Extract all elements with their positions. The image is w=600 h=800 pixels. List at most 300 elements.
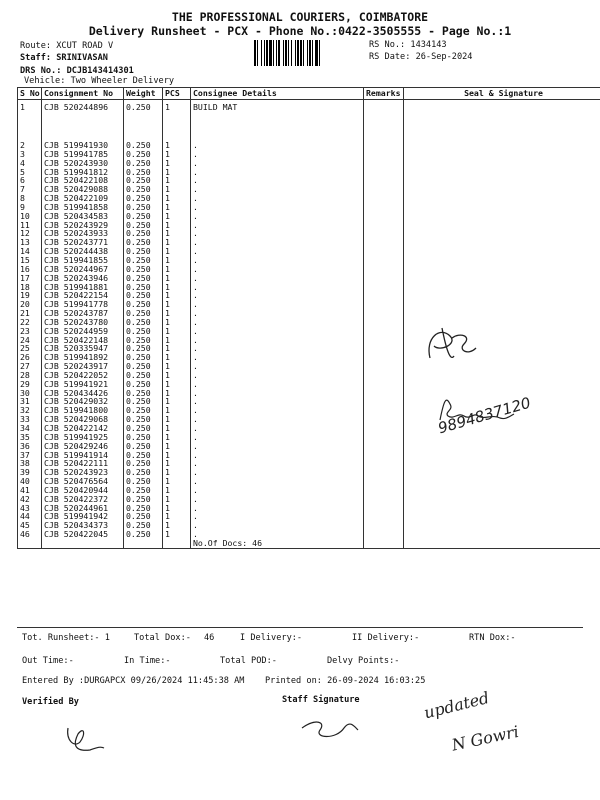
cell-pcs: 1 — [163, 477, 191, 486]
cell-consignment-no: CJB 520244959 — [42, 327, 124, 336]
cell-sno: 37 — [18, 451, 42, 460]
empty-cell — [124, 539, 163, 548]
cell-seal-signature — [404, 380, 600, 389]
cell-consignee-details: . — [191, 380, 364, 389]
col-remarks: Remarks — [364, 88, 404, 100]
cell-seal-signature — [404, 256, 600, 265]
table-row — [18, 442, 600, 451]
cell-consignment-no: CJB 519941914 — [42, 451, 124, 460]
cell-consignee-details: . — [191, 459, 364, 468]
cell-pcs: 1 — [163, 521, 191, 530]
table-row — [18, 344, 600, 353]
cell-pcs: 1 — [163, 185, 191, 194]
table-row — [18, 318, 600, 327]
cell-seal-signature — [404, 486, 600, 495]
cell-weight: 0.250 — [124, 521, 163, 530]
cell-consignee-details: . — [191, 389, 364, 398]
cell-pcs: 1 — [163, 504, 191, 513]
cell-sno: 3 — [18, 150, 42, 159]
cell-seal-signature — [404, 229, 600, 238]
cell-weight: 0.250 — [124, 221, 163, 230]
cell-remarks — [364, 318, 404, 327]
cell-pcs: 1 — [163, 221, 191, 230]
cell-consignee-details: . — [191, 451, 364, 460]
cell-sno: 45 — [18, 521, 42, 530]
cell-remarks — [364, 176, 404, 185]
cell-seal-signature — [404, 221, 600, 230]
cell-sno: 12 — [18, 229, 42, 238]
table-row — [18, 203, 600, 212]
cell-pcs: 1 — [163, 238, 191, 247]
cell-consignment-no: CJB 519941881 — [42, 283, 124, 292]
cell-pcs: 1 — [163, 318, 191, 327]
cell-sno: 4 — [18, 159, 42, 168]
table-row — [18, 185, 600, 194]
table-row — [18, 380, 600, 389]
cell-remarks — [364, 159, 404, 168]
runsheet-title: Delivery Runsheet - PCX - Phone No.:0422-3505555 - Page No.:1 — [88, 24, 512, 38]
table-row — [18, 451, 600, 460]
cell-remarks — [364, 424, 404, 433]
cell-remarks — [364, 495, 404, 504]
cell-consignee-details: . — [191, 309, 364, 318]
cell-pcs: 1 — [163, 265, 191, 274]
cell-seal-signature — [404, 477, 600, 486]
cell-remarks — [364, 212, 404, 221]
cell-remarks — [364, 185, 404, 194]
staff-signature-mark — [296, 708, 366, 748]
cell-pcs: 1 — [163, 451, 191, 460]
table-row — [18, 504, 600, 513]
table-row — [18, 159, 600, 168]
cell-consignee-details: . — [191, 504, 364, 513]
cell-pcs: 1 — [163, 512, 191, 521]
cell-seal-signature — [404, 283, 600, 292]
cell-consignee-details: . — [191, 477, 364, 486]
out-time: Out Time:- — [22, 656, 74, 666]
cell-weight: 0.250 — [124, 327, 163, 336]
cell-sno: 23 — [18, 327, 42, 336]
cell-consignee-details: . — [191, 495, 364, 504]
cell-consignee-details: . — [191, 512, 364, 521]
cell-weight: 0.250 — [124, 194, 163, 203]
cell-remarks — [364, 415, 404, 424]
table-row — [18, 486, 600, 495]
cell-consignment-no: CJB 520244967 — [42, 265, 124, 274]
cell-consignment-no: CJB 519941892 — [42, 353, 124, 362]
cell-weight: 0.250 — [124, 433, 163, 442]
cell-weight: 0.250 — [124, 486, 163, 495]
cell-remarks — [364, 256, 404, 265]
cell-pcs: 1 — [163, 433, 191, 442]
table-row — [18, 433, 600, 442]
cell-sno: 9 — [18, 203, 42, 212]
cell-consignee-details: . — [191, 247, 364, 256]
cell-consignee-details: . — [191, 371, 364, 380]
cell-consignment-no: CJB 519941812 — [42, 168, 124, 177]
cell-consignment-no: CJB 519941800 — [42, 406, 124, 415]
cell-consignee-details: . — [191, 159, 364, 168]
cell-consignee-details: . — [191, 344, 364, 353]
cell-pcs: 1 — [163, 309, 191, 318]
cell-remarks — [364, 283, 404, 292]
table-row — [18, 274, 600, 283]
cell-weight: 0.250 — [124, 185, 163, 194]
cell-consignment-no: CJB 520243929 — [42, 221, 124, 230]
cell-sno: 35 — [18, 433, 42, 442]
cell-seal-signature — [404, 521, 600, 530]
cell-consignee-details: . — [191, 194, 364, 203]
cell-sno: 43 — [18, 504, 42, 513]
cell-remarks — [364, 406, 404, 415]
cell-remarks — [364, 433, 404, 442]
cell-sno: 46 — [18, 530, 42, 539]
cell-sno: 26 — [18, 353, 42, 362]
cell-weight: 0.250 — [124, 442, 163, 451]
cell-sno: 19 — [18, 291, 42, 300]
cell-weight: 0.250 — [124, 247, 163, 256]
cell-pcs: 1 — [163, 256, 191, 265]
cell-consignment-no: CJB 520243780 — [42, 318, 124, 327]
table-row — [18, 327, 600, 336]
col-weight: Weight — [124, 88, 163, 100]
col-consignment-no: Consignment No — [42, 88, 124, 100]
table-row — [18, 362, 600, 371]
cell-consignment-no: CJB 519941778 — [42, 300, 124, 309]
cell-pcs: 1 — [163, 229, 191, 238]
cell-consignee-details: . — [191, 300, 364, 309]
table-row — [18, 530, 600, 539]
cell-consignment-no: CJB 520476564 — [42, 477, 124, 486]
cell-weight: 0.250 — [124, 229, 163, 238]
verified-by: Verified By — [22, 697, 79, 707]
cell-pcs: 1 — [163, 336, 191, 345]
cell-consignment-no: CJB 520243930 — [42, 159, 124, 168]
table-row — [18, 168, 600, 177]
cell-remarks — [364, 521, 404, 530]
cell-consignment-no: CJB 520434583 — [42, 212, 124, 221]
cell-consignment-no: CJB 520422052 — [42, 371, 124, 380]
cell-consignment-no: CJB 520243771 — [42, 238, 124, 247]
cell-remarks — [364, 530, 404, 539]
cell-consignment-no: CJB 520422142 — [42, 424, 124, 433]
cell-pcs: 1 — [163, 247, 191, 256]
cell-remarks — [364, 291, 404, 300]
cell-sno: 38 — [18, 459, 42, 468]
cell-weight: 0.250 — [124, 256, 163, 265]
table-row — [18, 300, 600, 309]
cell-remarks — [364, 274, 404, 283]
cell-sno: 40 — [18, 477, 42, 486]
cell-weight: 0.250 — [124, 504, 163, 513]
cell-sno: 18 — [18, 283, 42, 292]
cell-remarks — [364, 168, 404, 177]
cell-remarks — [364, 371, 404, 380]
cell-remarks — [364, 344, 404, 353]
cell-weight: 0.250 — [124, 159, 163, 168]
cell-sno: 2 — [18, 141, 42, 150]
cell-consignment-no: CJB 520429088 — [42, 185, 124, 194]
cell-weight: 0.250 — [124, 150, 163, 159]
cell-sno: 22 — [18, 318, 42, 327]
cell-consignment-no: CJB 520422045 — [42, 530, 124, 539]
cell-consignee-details: . — [191, 141, 364, 150]
cell-weight: 0.250 — [124, 424, 163, 433]
table-row — [18, 353, 600, 362]
total-pod: Total POD:- — [220, 656, 277, 666]
cell-sno: 44 — [18, 512, 42, 521]
table-row — [18, 150, 600, 159]
cell-seal-signature — [404, 504, 600, 513]
cell-sno: 6 — [18, 176, 42, 185]
cell-consignee-details: . — [191, 256, 364, 265]
cell-seal-signature — [404, 442, 600, 451]
cell-weight: 0.250 — [124, 477, 163, 486]
cell-consignment-no: CJB 520422148 — [42, 336, 124, 345]
cell-pcs: 1 — [163, 150, 191, 159]
cell-sno: 1 — [18, 100, 42, 142]
cell-consignee-details: . — [191, 168, 364, 177]
cell-pcs: 1 — [163, 486, 191, 495]
cell-weight: 0.250 — [124, 415, 163, 424]
table-row — [18, 291, 600, 300]
table-row — [18, 336, 600, 345]
cell-consignment-no: CJB 520422372 — [42, 495, 124, 504]
cell-seal-signature — [404, 247, 600, 256]
cell-pcs: 1 — [163, 415, 191, 424]
cell-consignment-no: CJB 520434373 — [42, 521, 124, 530]
barcode-bar — [319, 40, 320, 66]
cell-consignment-no: CJB 520429246 — [42, 442, 124, 451]
cell-weight: 0.250 — [124, 468, 163, 477]
handwritten-name: N Gowri — [450, 721, 521, 755]
cell-consignment-no: CJB 520244896 — [42, 100, 124, 142]
cell-seal-signature — [404, 168, 600, 177]
cell-pcs: 1 — [163, 424, 191, 433]
cell-sno: 11 — [18, 221, 42, 230]
cell-weight: 0.250 — [124, 212, 163, 221]
barcode — [254, 40, 364, 66]
table-row — [18, 238, 600, 247]
cell-pcs: 1 — [163, 327, 191, 336]
cell-remarks — [364, 203, 404, 212]
cell-seal-signature — [404, 309, 600, 318]
table-row — [18, 283, 600, 292]
cell-seal-signature — [404, 495, 600, 504]
verifier-signature — [60, 712, 110, 762]
cell-remarks — [364, 512, 404, 521]
cell-sno: 39 — [18, 468, 42, 477]
cell-seal-signature — [404, 371, 600, 380]
cell-seal-signature — [404, 459, 600, 468]
cell-remarks — [364, 309, 404, 318]
cell-seal-signature — [404, 194, 600, 203]
cell-weight: 0.250 — [124, 406, 163, 415]
cell-weight: 0.250 — [124, 238, 163, 247]
cell-consignee-details: . — [191, 283, 364, 292]
cell-seal-signature — [404, 265, 600, 274]
cell-weight: 0.250 — [124, 300, 163, 309]
cell-seal-signature — [404, 185, 600, 194]
cell-remarks — [364, 265, 404, 274]
cell-weight: 0.250 — [124, 344, 163, 353]
cell-seal-signature — [404, 238, 600, 247]
cell-sno: 20 — [18, 300, 42, 309]
empty-cell — [18, 539, 42, 548]
table-row — [18, 221, 600, 230]
cell-sno: 27 — [18, 362, 42, 371]
divider — [17, 627, 583, 628]
cell-weight: 0.250 — [124, 203, 163, 212]
cell-consignment-no: CJB 520422111 — [42, 459, 124, 468]
cell-consignment-no: CJB 520243787 — [42, 309, 124, 318]
table-row — [18, 212, 600, 221]
cell-weight: 0.250 — [124, 265, 163, 274]
cell-pcs: 1 — [163, 344, 191, 353]
cell-seal-signature — [404, 300, 600, 309]
table-row — [18, 100, 600, 142]
cell-pcs: 1 — [163, 176, 191, 185]
cell-pcs: 1 — [163, 362, 191, 371]
cell-weight: 0.250 — [124, 141, 163, 150]
table-row — [18, 468, 600, 477]
cell-sno: 32 — [18, 406, 42, 415]
delvy-points: Delvy Points:- — [327, 656, 400, 666]
cell-sno: 33 — [18, 415, 42, 424]
table-row — [18, 265, 600, 274]
cell-remarks — [364, 451, 404, 460]
cell-consignee-details: . — [191, 265, 364, 274]
no-of-docs: No.Of Docs: 46 — [191, 539, 364, 548]
cell-pcs: 1 — [163, 300, 191, 309]
cell-seal-signature — [404, 291, 600, 300]
cell-consignee-details: . — [191, 238, 364, 247]
cell-sno: 30 — [18, 389, 42, 398]
handwritten-signature — [420, 318, 480, 368]
col-seal-signature: Seal & Signature — [404, 88, 600, 100]
cell-sno: 28 — [18, 371, 42, 380]
cell-consignee-details: . — [191, 442, 364, 451]
cell-consignee-details: . — [191, 424, 364, 433]
cell-weight: 0.250 — [124, 274, 163, 283]
cell-sno: 10 — [18, 212, 42, 221]
cell-weight: 0.250 — [124, 362, 163, 371]
cell-weight: 0.250 — [124, 336, 163, 345]
drs-number: DRS No.: DCJB143414301 — [20, 66, 134, 76]
table-row — [18, 176, 600, 185]
table-row — [18, 247, 600, 256]
total-dox-value: 46 — [204, 633, 215, 643]
cell-remarks — [364, 238, 404, 247]
cell-consignee-details: . — [191, 362, 364, 371]
table-row — [18, 512, 600, 521]
table-row — [18, 495, 600, 504]
cell-pcs: 1 — [163, 442, 191, 451]
cell-consignee-details: . — [191, 274, 364, 283]
cell-seal-signature — [404, 468, 600, 477]
cell-remarks — [364, 221, 404, 230]
route-label: Route: XCUT ROAD V — [20, 41, 114, 51]
table-row — [18, 141, 600, 150]
staff-signature-label: Staff Signature — [282, 695, 360, 705]
empty-cell — [364, 539, 404, 548]
cell-seal-signature — [404, 159, 600, 168]
entered-by: Entered By :DURGAPCX 09/26/2024 11:45:38 AM — [22, 676, 245, 686]
cell-weight: 0.250 — [124, 353, 163, 362]
cell-sno: 8 — [18, 194, 42, 203]
cell-pcs: 1 — [163, 380, 191, 389]
docs-count-row — [18, 539, 600, 548]
cell-remarks — [364, 229, 404, 238]
cell-weight: 0.250 — [124, 451, 163, 460]
cell-consignment-no: CJB 520243933 — [42, 229, 124, 238]
cell-pcs: 1 — [163, 212, 191, 221]
cell-consignee-details: . — [191, 406, 364, 415]
cell-sno: 29 — [18, 380, 42, 389]
cell-seal-signature — [404, 100, 600, 142]
printed-on: Printed on: 26-09-2024 16:03:25 — [265, 676, 426, 686]
cell-sno: 14 — [18, 247, 42, 256]
col-pcs: PCS — [163, 88, 191, 100]
tot-runsheet: Tot. Runsheet:- 1 — [22, 633, 110, 643]
cell-sno: 36 — [18, 442, 42, 451]
cell-weight: 0.250 — [124, 291, 163, 300]
cell-consignee-details: . — [191, 229, 364, 238]
cell-sno: 34 — [18, 424, 42, 433]
cell-remarks — [364, 380, 404, 389]
cell-consignee-details: . — [191, 327, 364, 336]
cell-remarks — [364, 300, 404, 309]
cell-pcs: 1 — [163, 291, 191, 300]
cell-pcs: 1 — [163, 406, 191, 415]
cell-remarks — [364, 194, 404, 203]
cell-consignee-details: . — [191, 353, 364, 362]
cell-consignment-no: CJB 520243946 — [42, 274, 124, 283]
table-row — [18, 194, 600, 203]
empty-cell — [163, 539, 191, 548]
cell-seal-signature — [404, 176, 600, 185]
empty-cell — [42, 539, 124, 548]
col-consignee-details: Consignee Details — [191, 88, 364, 100]
cell-consignment-no: CJB 520429032 — [42, 397, 124, 406]
cell-consignment-no: CJB 520422109 — [42, 194, 124, 203]
table-row — [18, 256, 600, 265]
cell-consignment-no: CJB 520420944 — [42, 486, 124, 495]
cell-sno: 16 — [18, 265, 42, 274]
cell-pcs: 1 — [163, 203, 191, 212]
cell-consignee-details: . — [191, 530, 364, 539]
cell-pcs: 1 — [163, 459, 191, 468]
cell-seal-signature — [404, 433, 600, 442]
cell-weight: 0.250 — [124, 512, 163, 521]
cell-sno: 7 — [18, 185, 42, 194]
cell-consignment-no: CJB 520429068 — [42, 415, 124, 424]
cell-consignment-no: CJB 520335947 — [42, 344, 124, 353]
cell-consignee-details: . — [191, 291, 364, 300]
cell-pcs: 1 — [163, 159, 191, 168]
cell-sno: 15 — [18, 256, 42, 265]
cell-pcs: 1 — [163, 353, 191, 362]
cell-remarks — [364, 336, 404, 345]
total-dox-label: Total Dox:- — [134, 633, 191, 643]
cell-consignment-no: CJB 519941925 — [42, 433, 124, 442]
cell-consignment-no: CJB 519941942 — [42, 512, 124, 521]
rs-number: RS No.: 1434143 — [369, 40, 447, 50]
cell-consignee-details: . — [191, 185, 364, 194]
col-sno: S No — [18, 88, 42, 100]
cell-sno: 24 — [18, 336, 42, 345]
cell-pcs: 1 — [163, 194, 191, 203]
